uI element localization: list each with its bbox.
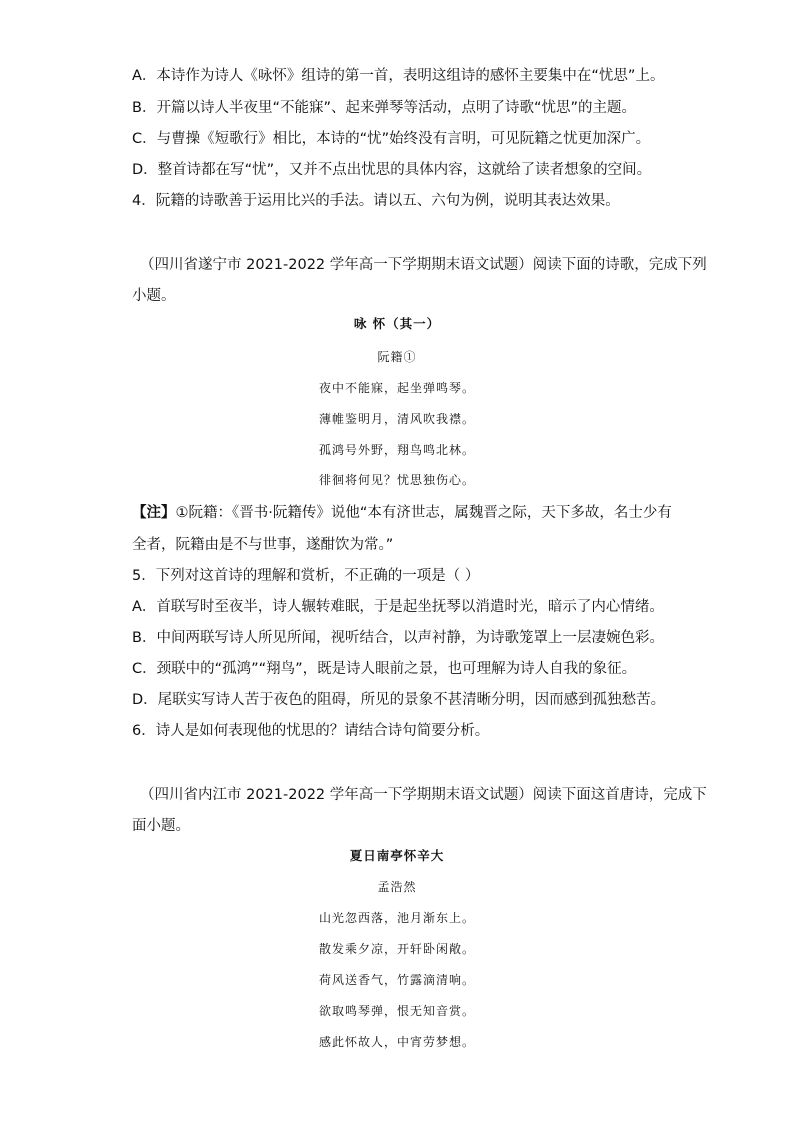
poem-line: 山光忽西落，池月渐东上。 [318,911,475,925]
poem-line: 夜中不能寐，起坐弹鸣琴。 [318,381,475,395]
note-line-2: 全者，阮籍由是不与世事，遂酣饮为常。” [132,537,394,553]
question-6: 6．诗人是如何表现他的忧思的？请结合诗句简要分析。 [132,723,490,739]
option-d: D．尾联实写诗人苦于夜色的阻碍，所见的景象不甚清晰分明，因而感到孤独愁苦。 [132,692,666,708]
question-4: 4．阮籍的诗歌善于运用比兴的手法。请以五、六句为例，说明其表达效果。 [132,193,620,209]
option-b-top: B．开篇以诗人半夜里“不能寐”、起来弹琴等活动，点明了诗歌“忧思”的主题。 [132,100,636,116]
poem-line: 孤鸿号外野，翔鸟鸣北林。 [318,443,475,457]
source-line-1: （四川省内江市 2021-2022 学年高一下学期期末语文试题）阅读下面这首唐诗，完成下 [140,787,707,803]
poem-line: 徘徊将何见？忧思独伤心。 [318,473,475,487]
option-d-top: D．整首诗都在写“忧”，又并不点出忧思的具体内容，这就给了读者想象的空间。 [132,162,652,178]
option-a: A．首联写时至夜半，诗人辗转难眠，于是起坐抚琴以消遣时光，暗示了内心情绪。 [132,599,664,615]
poem-author: 阮籍① [377,350,417,364]
note-text: ①阮籍：《晋书·阮籍传》说他“本有济世志，属魏晋之际，天下多故，名士少有 [175,505,672,521]
poem-title: 咏 怀（其一） [353,316,441,331]
poem-author: 孟浩然 [377,880,417,894]
poem-line: 感此怀故人，中宵劳梦想。 [318,1035,475,1049]
poem-line: 欲取鸣琴弹，恨无知音赏。 [318,1004,475,1018]
poem-line: 散发乘夕凉，开轩卧闲敞。 [318,942,475,956]
option-b: B．中间两联写诗人所见所闻，视听结合，以声衬静，为诗歌笼罩上一层凄婉色彩。 [132,630,664,646]
poem-line: 荷风送香气，竹露滴清响。 [318,973,475,987]
source-line-2: 面小题。 [132,818,190,834]
source-line-1: （四川省遂宁市 2021-2022 学年高一下学期期末语文试题）阅读下面的诗歌，完成下列 [140,257,707,273]
note [132,503,672,523]
option-c-top: C．与曹操《短歌行》相比，本诗的“忧”始终没有言明，可见阮籍之忧更加深广。 [132,131,651,147]
option-c: C．颈联中的“孤鸿”“翔鸟”，既是诗人眼前之景，也可理解为诗人自我的象征。 [132,661,637,677]
source-line-2: 小题。 [132,288,176,304]
poem-title: 夏日南亭怀辛大 [349,848,445,863]
poem-line: 薄帷鉴明月，清风吹我襟。 [318,412,475,426]
note-tag: 【注】 [132,505,176,521]
option-a-top: A．本诗作为诗人《咏怀》组诗的第一首，表明这组诗的感怀主要集中在“忧思”上。 [132,68,665,84]
question-5: 5．下列对这首诗的理解和赏析，不正确的一项是（ ） [132,568,480,584]
